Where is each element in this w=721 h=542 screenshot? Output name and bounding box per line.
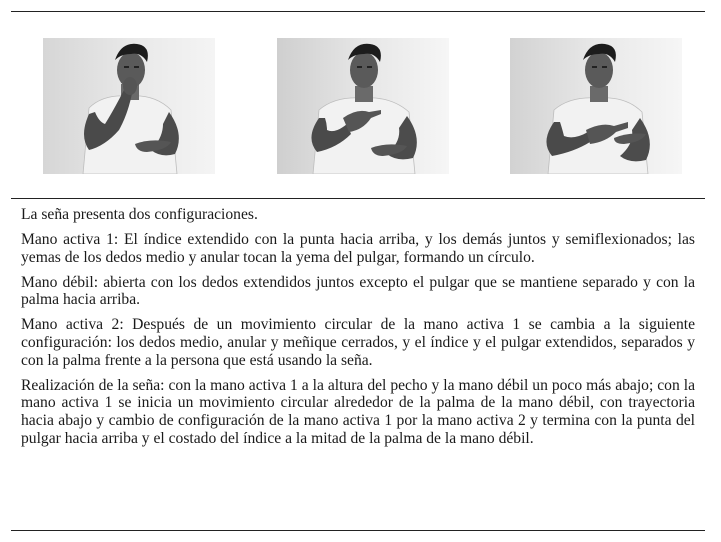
- middle-rule: [11, 198, 705, 199]
- sign-photo-1-icon: [43, 38, 215, 174]
- execution-paragraph: Realización de la seña: con la mano activa 1 a la altura del pecho y la mano débil un poco más abajo; con la mano activa 1 se inicia un movimiento circular alrededor de la palma de la mano débil, con trayectoria hacia abajo y cambio de configuración de la mano activa 1 por la mano activa 2 y termina con la punta del pulgar hacia arriba y el costado del índice a la mitad de la palma de la mano débil.: [21, 376, 695, 447]
- active-hand-1-paragraph: Mano activa 1: El índice extendido con la punta hacia arriba, y los demás juntos y semiflexionados; las yemas de los dedos medio y anular tocan la yema del pulgar, formando un círculo.: [21, 231, 695, 266]
- sign-photo-2-icon: [277, 38, 449, 174]
- sign-photo-3: [510, 38, 682, 174]
- weak-hand-paragraph: Mano débil: abierta con los dedos extendidos juntos excepto el pulgar que se mantiene separado y con la palma hacia arriba.: [21, 273, 695, 309]
- active-hand-2-paragraph: Mano activa 2: Después de un movimiento circular de la mano activa 1 se cambia a la siguiente configuración: los dedos medio, anular y meñique cerrados, y el índice y el pulgar extendidos, separados y con la palma frente a la persona que está usando la seña.: [21, 316, 695, 369]
- sign-photo-1: [43, 38, 215, 174]
- intro-paragraph: La seña presenta dos configuraciones.: [21, 206, 258, 223]
- sign-photo-3-icon: [510, 38, 682, 174]
- bottom-rule: [11, 530, 705, 531]
- sign-description: [21, 206, 695, 447]
- top-rule: [11, 11, 705, 12]
- sign-photo-2: [277, 38, 449, 174]
